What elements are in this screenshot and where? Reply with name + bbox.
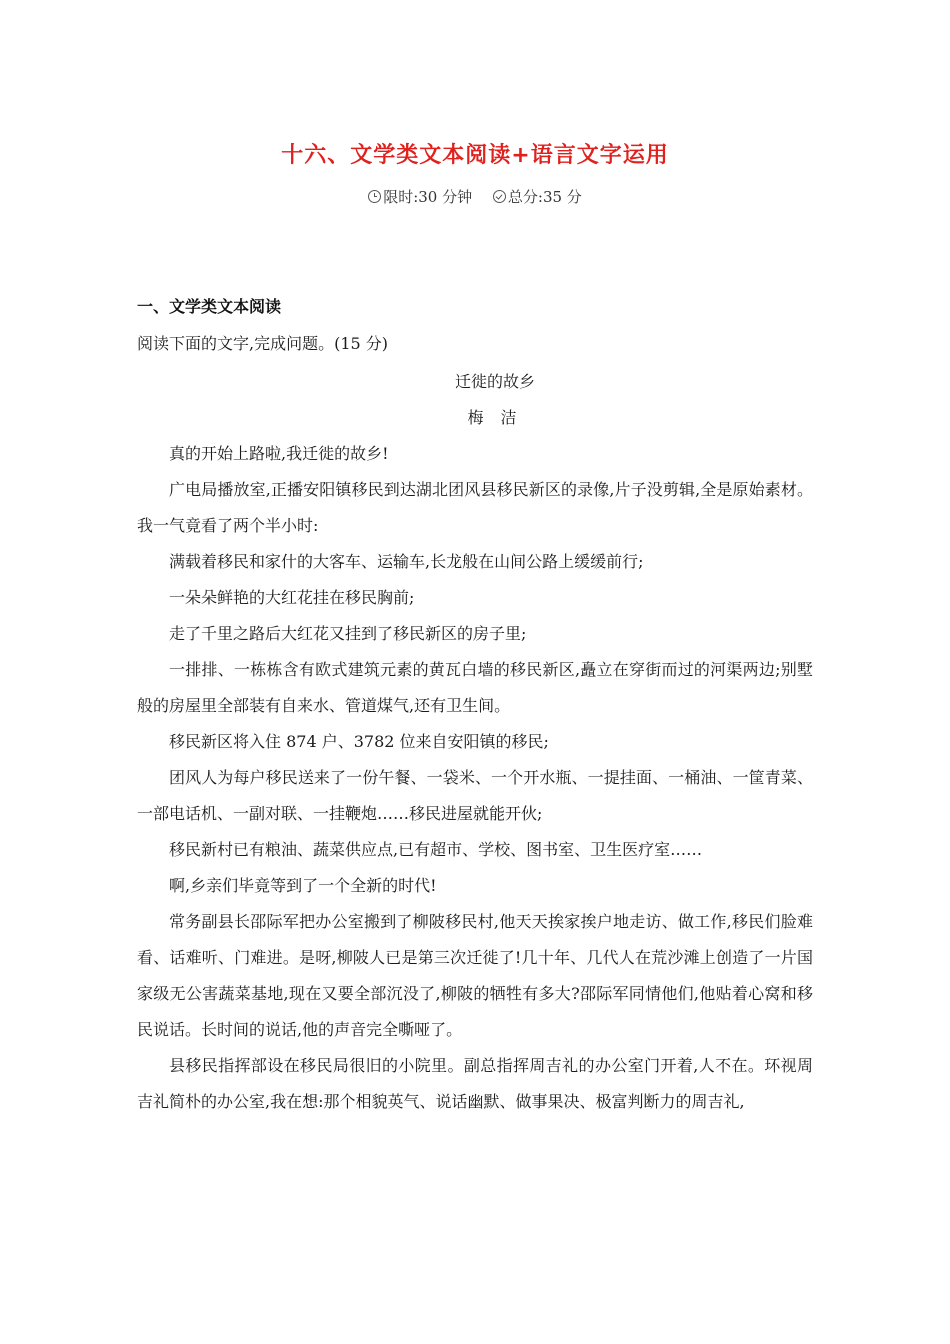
- paragraph: 常务副县长邵际军把办公室搬到了柳陂移民村,他天天挨家挨户地走访、做工作,移民们脸难看、话难听、门难进。是呀,柳陂人已是第三次迁徙了!几十年、几代人在荒沙滩上创造了一片国家级无公害蔬菜基地,现在又要全部沉没了,柳陂的牺牲有多大?邵际军同情他们,他贴着心窝和移民说话。长时间的说话,他的声音完全嘶哑了。: [137, 912, 813, 1039]
- paragraph: 广电局播放室,正播安阳镇移民到达湖北团风县移民新区的录像,片子没剪辑,全是原始素材。我一气竟看了两个半小时:: [137, 480, 813, 535]
- article-body: [137, 436, 813, 1120]
- paragraph: 走了千里之路后大红花又挂到了移民新区的房子里;: [169, 624, 527, 643]
- paragraph: 啊,乡亲们毕竟等到了一个全新的时代!: [169, 876, 437, 895]
- section-heading: 一、文学类文本阅读: [137, 297, 282, 316]
- check-circle-icon: [493, 190, 506, 203]
- paragraph: 团风人为每户移民送来了一份午餐、一袋米、一个开水瓶、一提挂面、一桶油、一筐青菜、一部电话机、一副对联、一挂鞭炮……移民进屋就能开伙;: [137, 768, 813, 823]
- paragraph: 移民新区将入住 874 户、3782 位来自安阳镇的移民;: [169, 732, 549, 751]
- paragraph: 移民新村已有粮油、蔬菜供应点,已有超市、学校、图书室、卫生医疗室……: [169, 840, 703, 859]
- page-title: 十六、文学类文本阅读+语言文字运用: [281, 143, 669, 168]
- clock-icon: [368, 190, 381, 203]
- instruction: 阅读下面的文字,完成问题。(15 分): [137, 334, 389, 353]
- paragraph: 满载着移民和家什的大客车、运输车,长龙般在山间公路上缓缓前行;: [169, 552, 644, 571]
- article-title: 迁徙的故乡: [454, 372, 535, 391]
- time-limit: [368, 188, 477, 206]
- exam-meta: [0, 186, 950, 207]
- paragraph: 真的开始上路啦,我迁徙的故乡!: [169, 444, 389, 463]
- article-author: 梅 洁: [467, 408, 523, 427]
- paragraph: 一朵朵鲜艳的大红花挂在移民胸前;: [169, 588, 415, 607]
- total-score: [493, 188, 582, 206]
- paragraph: 一排排、一栋栋含有欧式建筑元素的黄瓦白墙的移民新区,矗立在穿街而过的河渠两边;别墅般的房屋里全部装有自来水、管道煤气,还有卫生间。: [137, 660, 813, 715]
- total-score-text: 总分:35 分: [507, 188, 582, 206]
- time-limit-text: 限时:30 分钟: [383, 188, 473, 206]
- paragraph: 县移民指挥部设在移民局很旧的小院里。副总指挥周吉礼的办公室门开着,人不在。环视周吉礼简朴的办公室,我在想:那个相貌英气、说话幽默、做事果决、极富判断力的周吉礼,: [137, 1056, 813, 1111]
